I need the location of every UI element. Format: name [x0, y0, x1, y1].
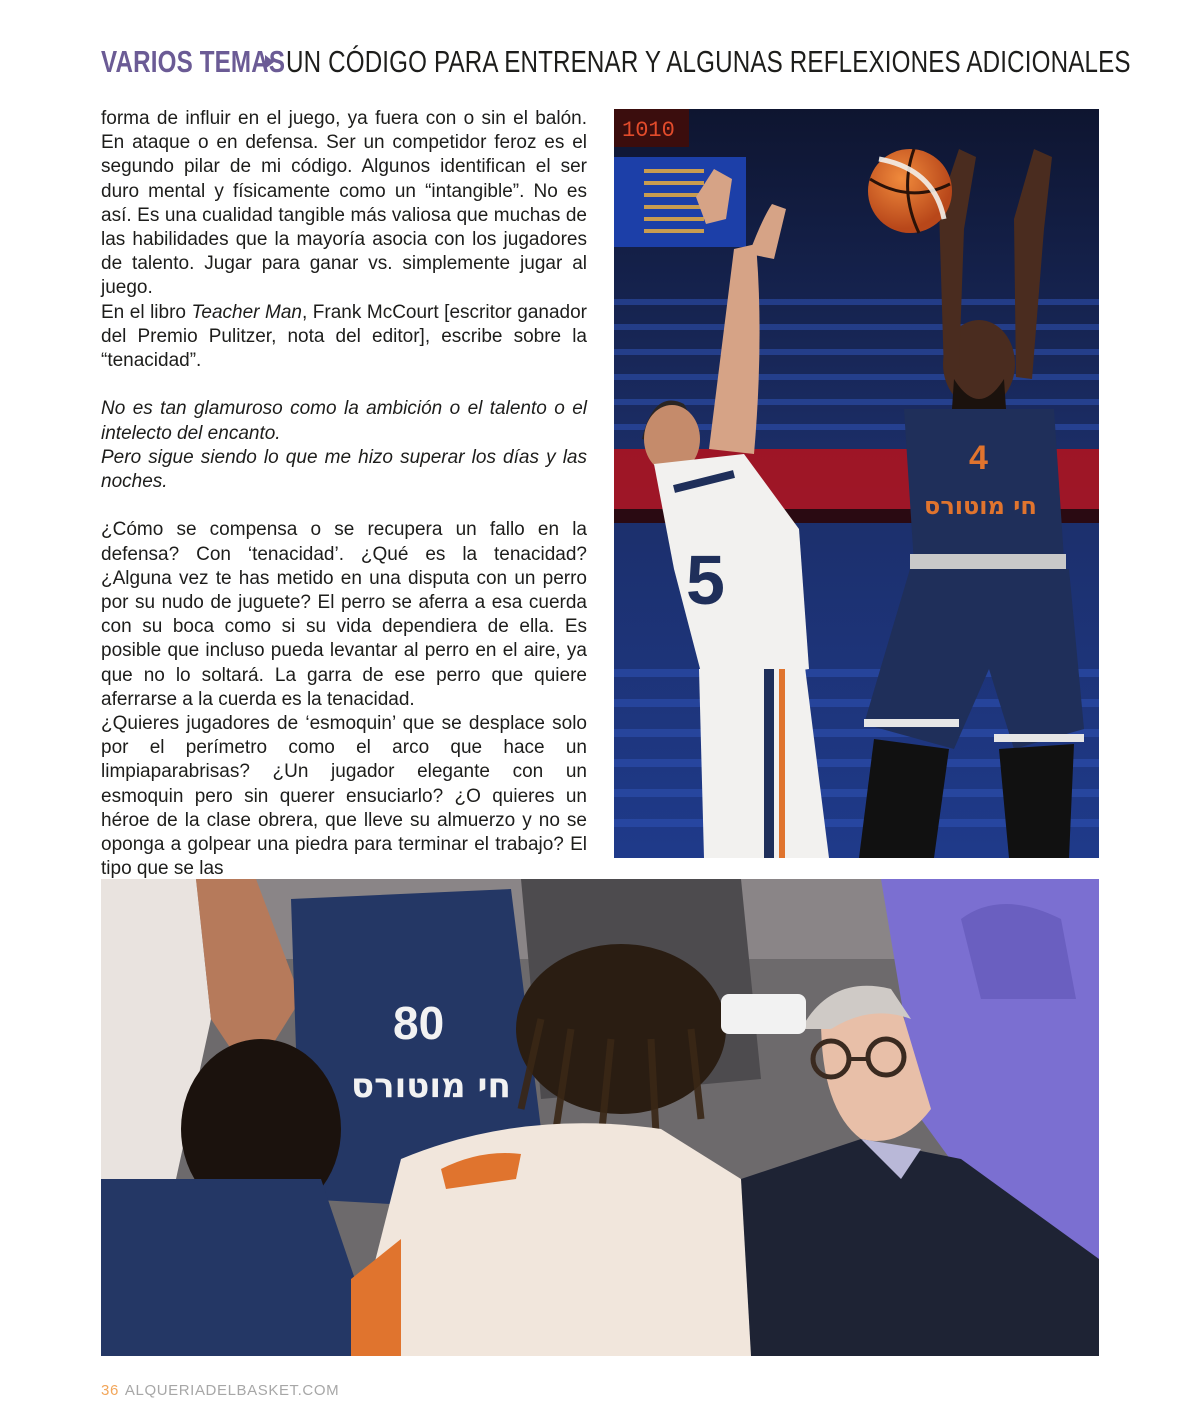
jersey-sponsor-2: חי מוטורס — [351, 1066, 511, 1106]
paragraph — [101, 301, 587, 374]
spacer — [101, 373, 587, 397]
photo-jump-shot-illustration — [614, 109, 1099, 858]
article-title: UN CÓDIGO PARA ENTRENAR Y ALGUNAS REFLEXIONES ADICIONALES — [286, 44, 1131, 79]
jersey-number-80: 80 — [393, 997, 445, 1049]
paragraph: forma de influir en el juego, ya fuera con o sin el balón. En ataque o en defensa. Ser un competidor feroz es el segundo pilar de mi código. Algunos identifican el ser duro mental y físicamente como un “intangible”. No es así. Es una cualidad tangible más valiosa que muchas de las habilidades que la mayoría asocia con los jugadores de talento. Jugar para ganar vs. simplemente jugar al juego. — [101, 108, 587, 299]
article-body — [101, 107, 587, 880]
quote-line — [101, 397, 587, 445]
photo-timeout-huddle — [101, 879, 1099, 1356]
quote-text: Pero sigue siendo lo que me hizo superar los días y las noches. — [101, 446, 587, 493]
opponent-number: 5 — [686, 541, 725, 619]
spacer — [101, 494, 587, 518]
photo-jump-shot — [614, 109, 1099, 858]
scoreboard-text: 1010 — [622, 118, 675, 143]
photo-timeout-huddle-illustration — [101, 879, 1099, 1356]
shooter-number: 4 — [969, 439, 988, 477]
quote-line — [101, 446, 587, 494]
paragraph: ¿Quieres jugadores de ‘esmoquin’ que se desplace solo por el perímetro como el arco que hace un limpiaparabrisas? ¿Un jugador elegante con un esmoquin pero sin querer ensuciarlo? ¿O quieres un héroe de la clase obrera, que lleve su almuerzo y no se oponga a golpear una piedra para terminar el trabajo? El tipo que se las — [101, 713, 587, 880]
site-url: ALQUERIADELBASKET.COM — [124, 1381, 340, 1399]
page-footer — [101, 1380, 339, 1400]
text-span: En el libro — [101, 301, 192, 323]
text-span: , Frank McCourt [escritor ganador del Premio Pulitzer, nota del editor], escribe sobre la “tenacidad”. — [101, 301, 587, 372]
page-number: 36 — [101, 1381, 119, 1399]
paragraph: ¿Cómo se compensa o se recupera un fallo en la defensa? Con ‘tenacidad’. ¿Qué es la tenacidad? ¿Alguna vez te has metido en una disputa con un perro por su nudo de juguete? El perro se aferra a esa cuerda con su boca como si su vida dependiera de ella. Es posible que incluso pueda levantar al perro en el aire, ya que no lo soltará. La garra de ese perro que quiere aferrarse a la cuerda es la tenacidad. — [101, 519, 587, 710]
jersey-sponsor: חי מוטורס — [924, 492, 1037, 520]
page-header — [101, 40, 1131, 84]
quote-text: No es tan glamuroso como la ambición o el talento o el intelecto del encanto. — [101, 398, 587, 444]
book-title: Teacher Man — [191, 301, 302, 323]
section-label: VARIOS TEMAS — [101, 44, 286, 79]
